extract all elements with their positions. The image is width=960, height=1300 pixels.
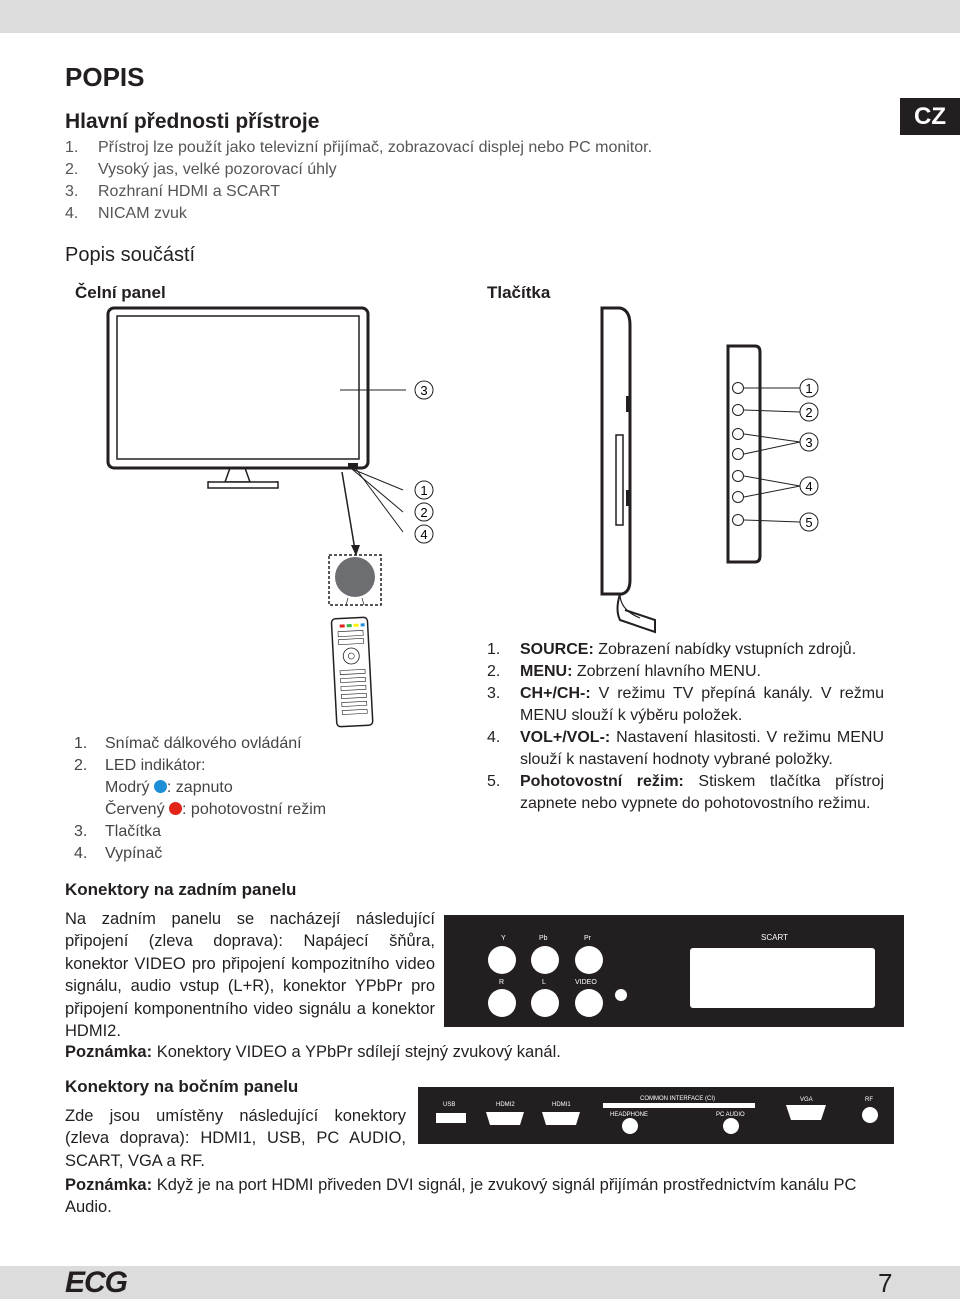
brand-logo: ECG xyxy=(65,1266,128,1299)
svg-text:2: 2 xyxy=(805,405,813,420)
svg-text:1: 1 xyxy=(420,483,428,498)
svg-text:2: 2 xyxy=(420,505,428,520)
section-title: POPIS xyxy=(65,62,145,92)
svg-text:L: L xyxy=(542,979,546,986)
red-led-dot xyxy=(169,802,182,815)
features-list xyxy=(65,137,652,225)
list-item: Modrý : zapnuto xyxy=(105,779,233,796)
side-heading: Konektory na bočním panelu xyxy=(65,1077,299,1096)
front-panel-list xyxy=(74,733,326,865)
list-item: 2. LED indikátor: xyxy=(74,757,206,774)
list-item: 2. Vysoký jas, velké pozorovací úhly xyxy=(65,161,337,178)
side-note: Poznámka: Když je na port HDMI přiveden DVI signál, je zvukový signál přijímán prostřednictvím kanálu PC Audio. xyxy=(65,1176,857,1216)
list-item: Červený : pohotovostní režim xyxy=(105,801,327,818)
svg-text:Pr: Pr xyxy=(584,935,591,942)
svg-text:USB: USB xyxy=(443,1102,456,1108)
svg-text:HDMI2: HDMI2 xyxy=(496,1102,515,1108)
svg-text:3: 3 xyxy=(805,435,813,450)
top-bar xyxy=(0,0,960,33)
svg-text:5: 5 xyxy=(805,515,813,530)
callout-2 xyxy=(415,503,433,521)
front-panel-diagram xyxy=(90,300,460,730)
list-item: 3. Rozhraní HDMI a SCART xyxy=(65,183,280,200)
buttons-label: Tlačítka xyxy=(487,283,551,302)
callout-4 xyxy=(800,477,818,495)
svg-text:4: 4 xyxy=(420,527,428,542)
bottom-bar xyxy=(0,1266,960,1299)
callout-5 xyxy=(800,513,818,531)
svg-text:HEADPHONE: HEADPHONE xyxy=(610,1112,649,1118)
side-text: Zde jsou umístěny následující konektory (zleva doprava): HDMI1, USB, PC AUDIO, SCART, VGA a RF. xyxy=(65,1107,406,1170)
language-badge: CZ xyxy=(900,98,960,135)
side-panel-diagram xyxy=(418,1087,894,1144)
list-item: 4. Vypínač xyxy=(74,845,163,862)
buttons-diagram xyxy=(580,300,850,640)
svg-text:Pb: Pb xyxy=(539,935,548,942)
callout-3 xyxy=(800,433,818,451)
rear-note: Poznámka: Konektory VIDEO a YPbPr sdílejí stejný zvukový kanál. xyxy=(65,1043,561,1061)
list-item: 1. SOURCE: Zobrazení nabídky vstupních zdrojů. xyxy=(487,641,857,658)
list-item: 3. CH+/CH-: V režimu TV přepíná kanály. V režmu MENU slouží k výběru položek. xyxy=(487,685,884,724)
rear-text: Na zadním panelu se nacházejí následující připojení (zleva doprava): Napájecí šňůra, konektor VIDEO pro připojení kompozitního video signálu, audio vstup (L+R), konektor YPbPr pro připojení komponentního video signálu a konektor HDMI2. xyxy=(65,910,435,1041)
svg-text:RF: RF xyxy=(865,1097,873,1103)
list-item: 5. Pohotovostní režim: Stiskem tlačítka přístroj zapnete nebo vypnete do pohotovostního režimu. xyxy=(487,773,885,812)
front-panel-label: Čelní panel xyxy=(75,283,166,302)
features-heading: Hlavní přednosti přístroje xyxy=(65,110,320,133)
list-item: 1. Snímač dálkového ovládání xyxy=(74,735,302,752)
blue-led-dot xyxy=(154,780,167,793)
callout-1 xyxy=(800,379,818,397)
callout-1 xyxy=(415,481,433,499)
page-number: 7 xyxy=(878,1268,893,1298)
svg-text:SCART: SCART xyxy=(761,933,788,942)
svg-text:VIDEO: VIDEO xyxy=(575,979,597,986)
rear-panel-diagram xyxy=(444,915,904,1027)
svg-text:HDMI1: HDMI1 xyxy=(552,1102,571,1108)
list-item: 2. MENU: Zobrzení hlavního MENU. xyxy=(487,663,761,680)
svg-text:R: R xyxy=(499,979,505,986)
svg-text:PC AUDIO: PC AUDIO xyxy=(716,1112,745,1118)
svg-text:3: 3 xyxy=(420,383,428,398)
svg-text:4: 4 xyxy=(805,479,813,494)
svg-text:Y: Y xyxy=(501,935,506,942)
list-item: 4. VOL+/VOL-: Nastavení hlasitosti. V režimu MENU slouží k nastavení hodnoty vybrané položky. xyxy=(487,729,884,768)
callout-4 xyxy=(415,525,433,543)
rear-heading: Konektory na zadním panelu xyxy=(65,880,297,899)
parts-heading: Popis součástí xyxy=(65,244,196,266)
callout-3 xyxy=(415,381,433,399)
list-item: 4. NICAM zvuk xyxy=(65,205,187,222)
buttons-list xyxy=(487,639,884,815)
callout-2 xyxy=(800,403,818,421)
svg-text:1: 1 xyxy=(805,381,813,396)
svg-text:COMMON INTERFACE (CI): COMMON INTERFACE (CI) xyxy=(640,1096,715,1102)
list-item: 3. Tlačítka xyxy=(74,823,162,840)
list-item: 1. Přístroj lze použít jako televizní přijímač, zobrazovací displej nebo PC monitor. xyxy=(65,139,653,156)
svg-text:VGA: VGA xyxy=(800,1097,813,1103)
